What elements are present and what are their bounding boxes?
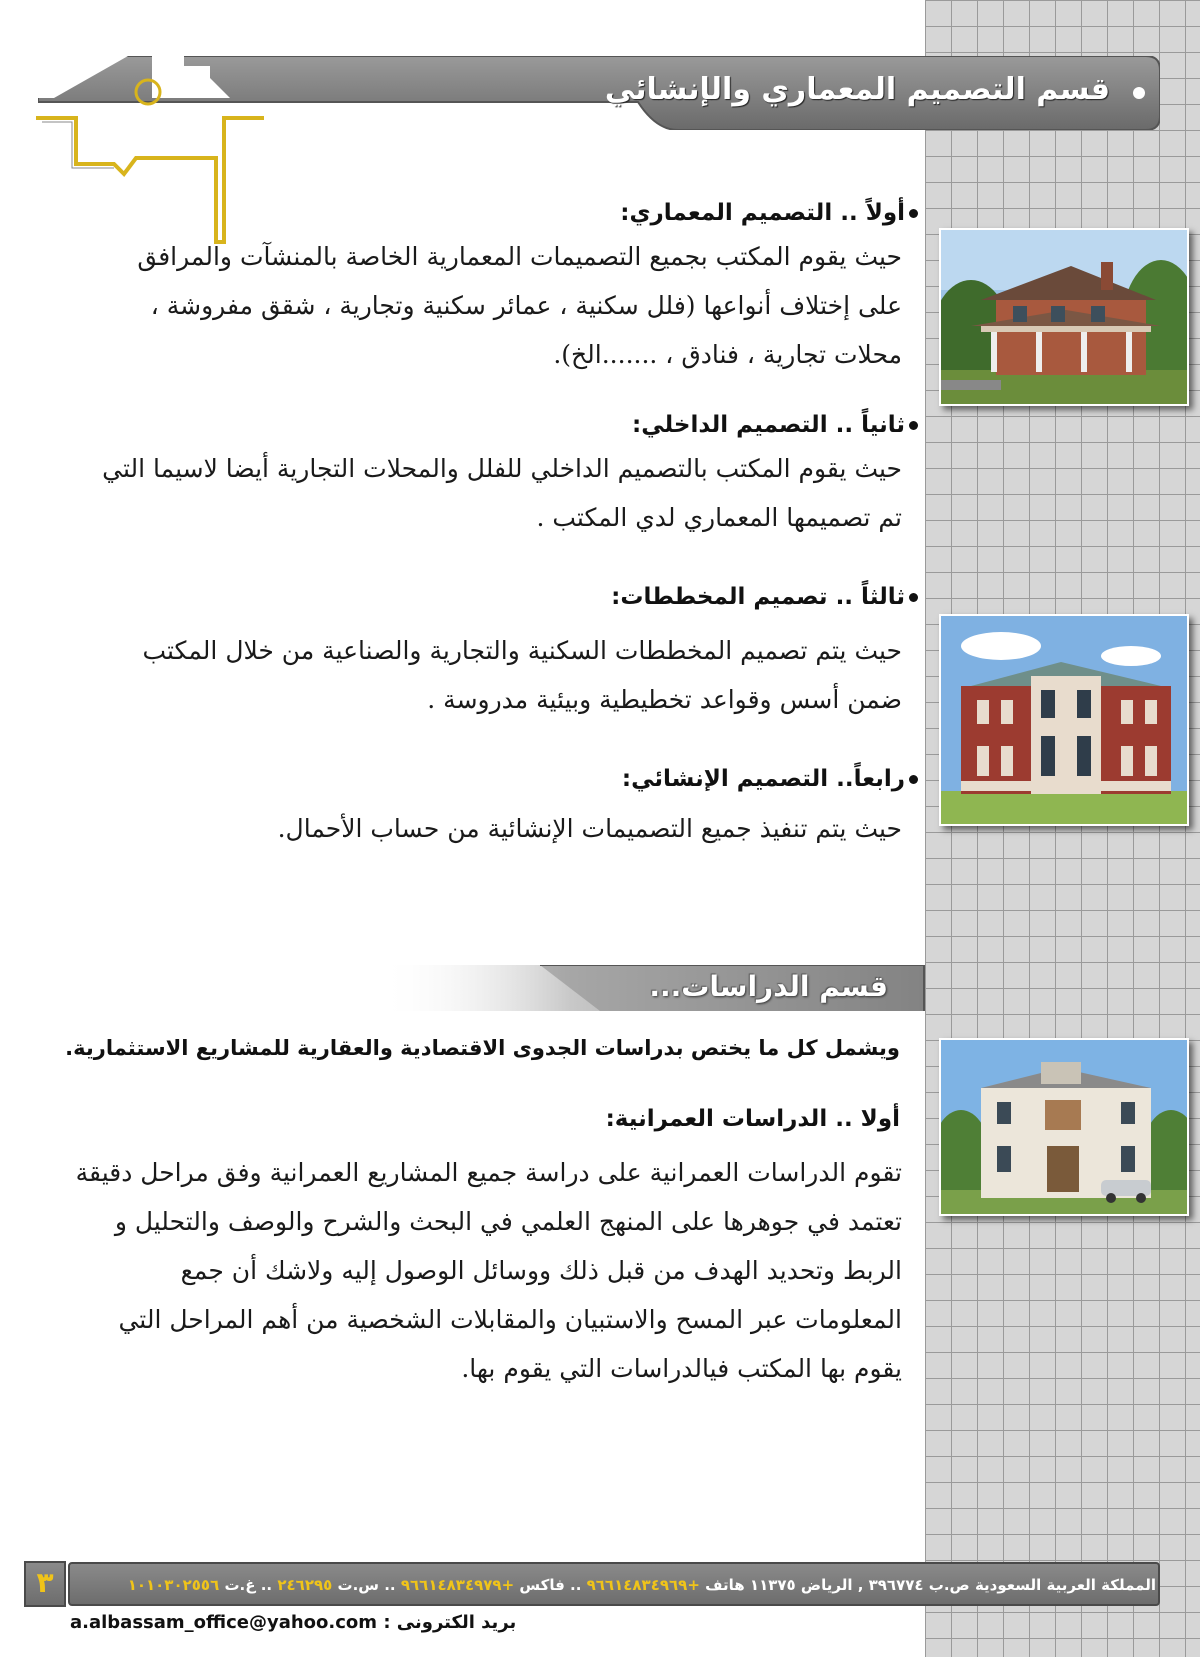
studies-section-title: قسم الدراسات...	[649, 970, 888, 1003]
bullet-icon	[909, 593, 918, 602]
email-line	[70, 1612, 516, 1633]
footer-phone: +٩٦٦١٤٨٣٤٩٦٩	[586, 1576, 700, 1594]
text-line: حيث يتم تنفيذ جميع التصميمات الإنشائية من حساب الأحمال.	[277, 814, 902, 843]
text-line: تم تصميمها المعماري لدي المكتب .	[536, 503, 902, 532]
villa-image-2	[941, 616, 1187, 824]
bullet-icon	[909, 209, 918, 218]
footer-fax: +٩٦٦١٤٨٣٤٩٧٩	[400, 1576, 515, 1594]
email-label: بريد الكترونى :	[383, 1612, 517, 1633]
section-text-plans	[142, 626, 902, 724]
bullet-icon	[909, 421, 918, 430]
footer-fax-label: .. فاكس	[519, 1576, 582, 1594]
villa-photo-2	[939, 614, 1189, 826]
section-heading-plans: ثالثاً .. تصميم المخططات:	[611, 584, 918, 610]
email-address[interactable]: a.albassam_office@yahoo.com	[70, 1612, 378, 1633]
text-line: ضمن أسس وقواعد تخطيطية وبيئية مدروسة .	[427, 685, 902, 714]
text-line: حيث يقوم المكتب بجميع التصميمات المعمارية الخاصة بالمنشآت والمرافق	[137, 242, 902, 271]
text-line: على إختلاف أنواعها (فلل سكنية ، عمائر سكنية وتجارية ، شقق مفروشة ،	[150, 291, 902, 320]
section-heading-structural: رابعاً.. التصميم الإنشائي:	[622, 766, 918, 792]
text-line: تقوم الدراسات العمرانية على دراسة جميع المشاريع العمرانية وفق مراحل دقيقة	[75, 1158, 902, 1187]
villa-image-1	[941, 230, 1187, 404]
text-line: المعلومات عبر المسح والاستبيان والمقابلات الشخصية من أهم المراحل التي	[118, 1305, 902, 1334]
footer-cr-label: .. س.ت	[337, 1576, 396, 1594]
section-text-architectural	[137, 232, 902, 379]
header-bullet	[1133, 87, 1145, 99]
footer-gov-label: .. غ.ت	[224, 1576, 273, 1594]
footer-contact	[128, 1576, 1156, 1594]
studies-intro: ويشمل كل ما يختص بدراسات الجدوى الاقتصادية والعقارية للمشاريع الاستثمارية.	[65, 1036, 900, 1060]
villa-photo-1	[939, 228, 1189, 406]
text-line: حيث يقوم المكتب بالتصميم الداخلي للفلل والمحلات التجارية أيضا لاسيما التي	[102, 454, 902, 483]
text-line: محلات تجارية ، فنادق ، .......الخ).	[553, 340, 902, 369]
text-line: الربط وتحديد الهدف من قبل ذلك ووسائل الوصول إليه ولاشك أن جمع	[180, 1256, 902, 1285]
section-heading-urban-studies: أولا .. الدراسات العمرانية:	[605, 1106, 900, 1132]
section-heading-architectural: أولاً .. التصميم المعماري:	[620, 200, 918, 226]
page-title: قسم التصميم المعماري والإنشائي	[604, 72, 1110, 107]
bullet-icon	[909, 775, 918, 784]
section-text-structural	[278, 804, 902, 853]
text-line: يقوم بها المكتب فيالدراسات التي يقوم بها.	[461, 1354, 902, 1383]
section-text-interior	[102, 444, 902, 542]
text-line: تعتمد في جوهرها على المنهج العلمي في البحث والشرح والوصف والتحليل و	[114, 1207, 902, 1236]
text-line: حيث يتم تصميم المخططات السكنية والتجارية والصناعية من خلال المكتب	[142, 636, 902, 665]
villa-image-3	[941, 1040, 1187, 1214]
villa-photo-3	[939, 1038, 1189, 1216]
footer-cr: ٢٤٦٢٩٥	[277, 1576, 333, 1594]
footer-phone-label: هاتف	[705, 1576, 745, 1594]
footer-address: المملكة العربية السعودية ص.ب ٣٩٦٧٧٤ , الرياض ١١٣٧٥	[749, 1576, 1156, 1594]
page-number: ٣	[24, 1561, 66, 1607]
footer-gov: ١٠١٠٣٠٢٥٥٦	[127, 1576, 220, 1594]
section-heading-interior: ثانياً .. التصميم الداخلي:	[632, 412, 918, 438]
section-text-urban-studies	[76, 1148, 902, 1393]
house-logo-icon	[34, 52, 274, 252]
